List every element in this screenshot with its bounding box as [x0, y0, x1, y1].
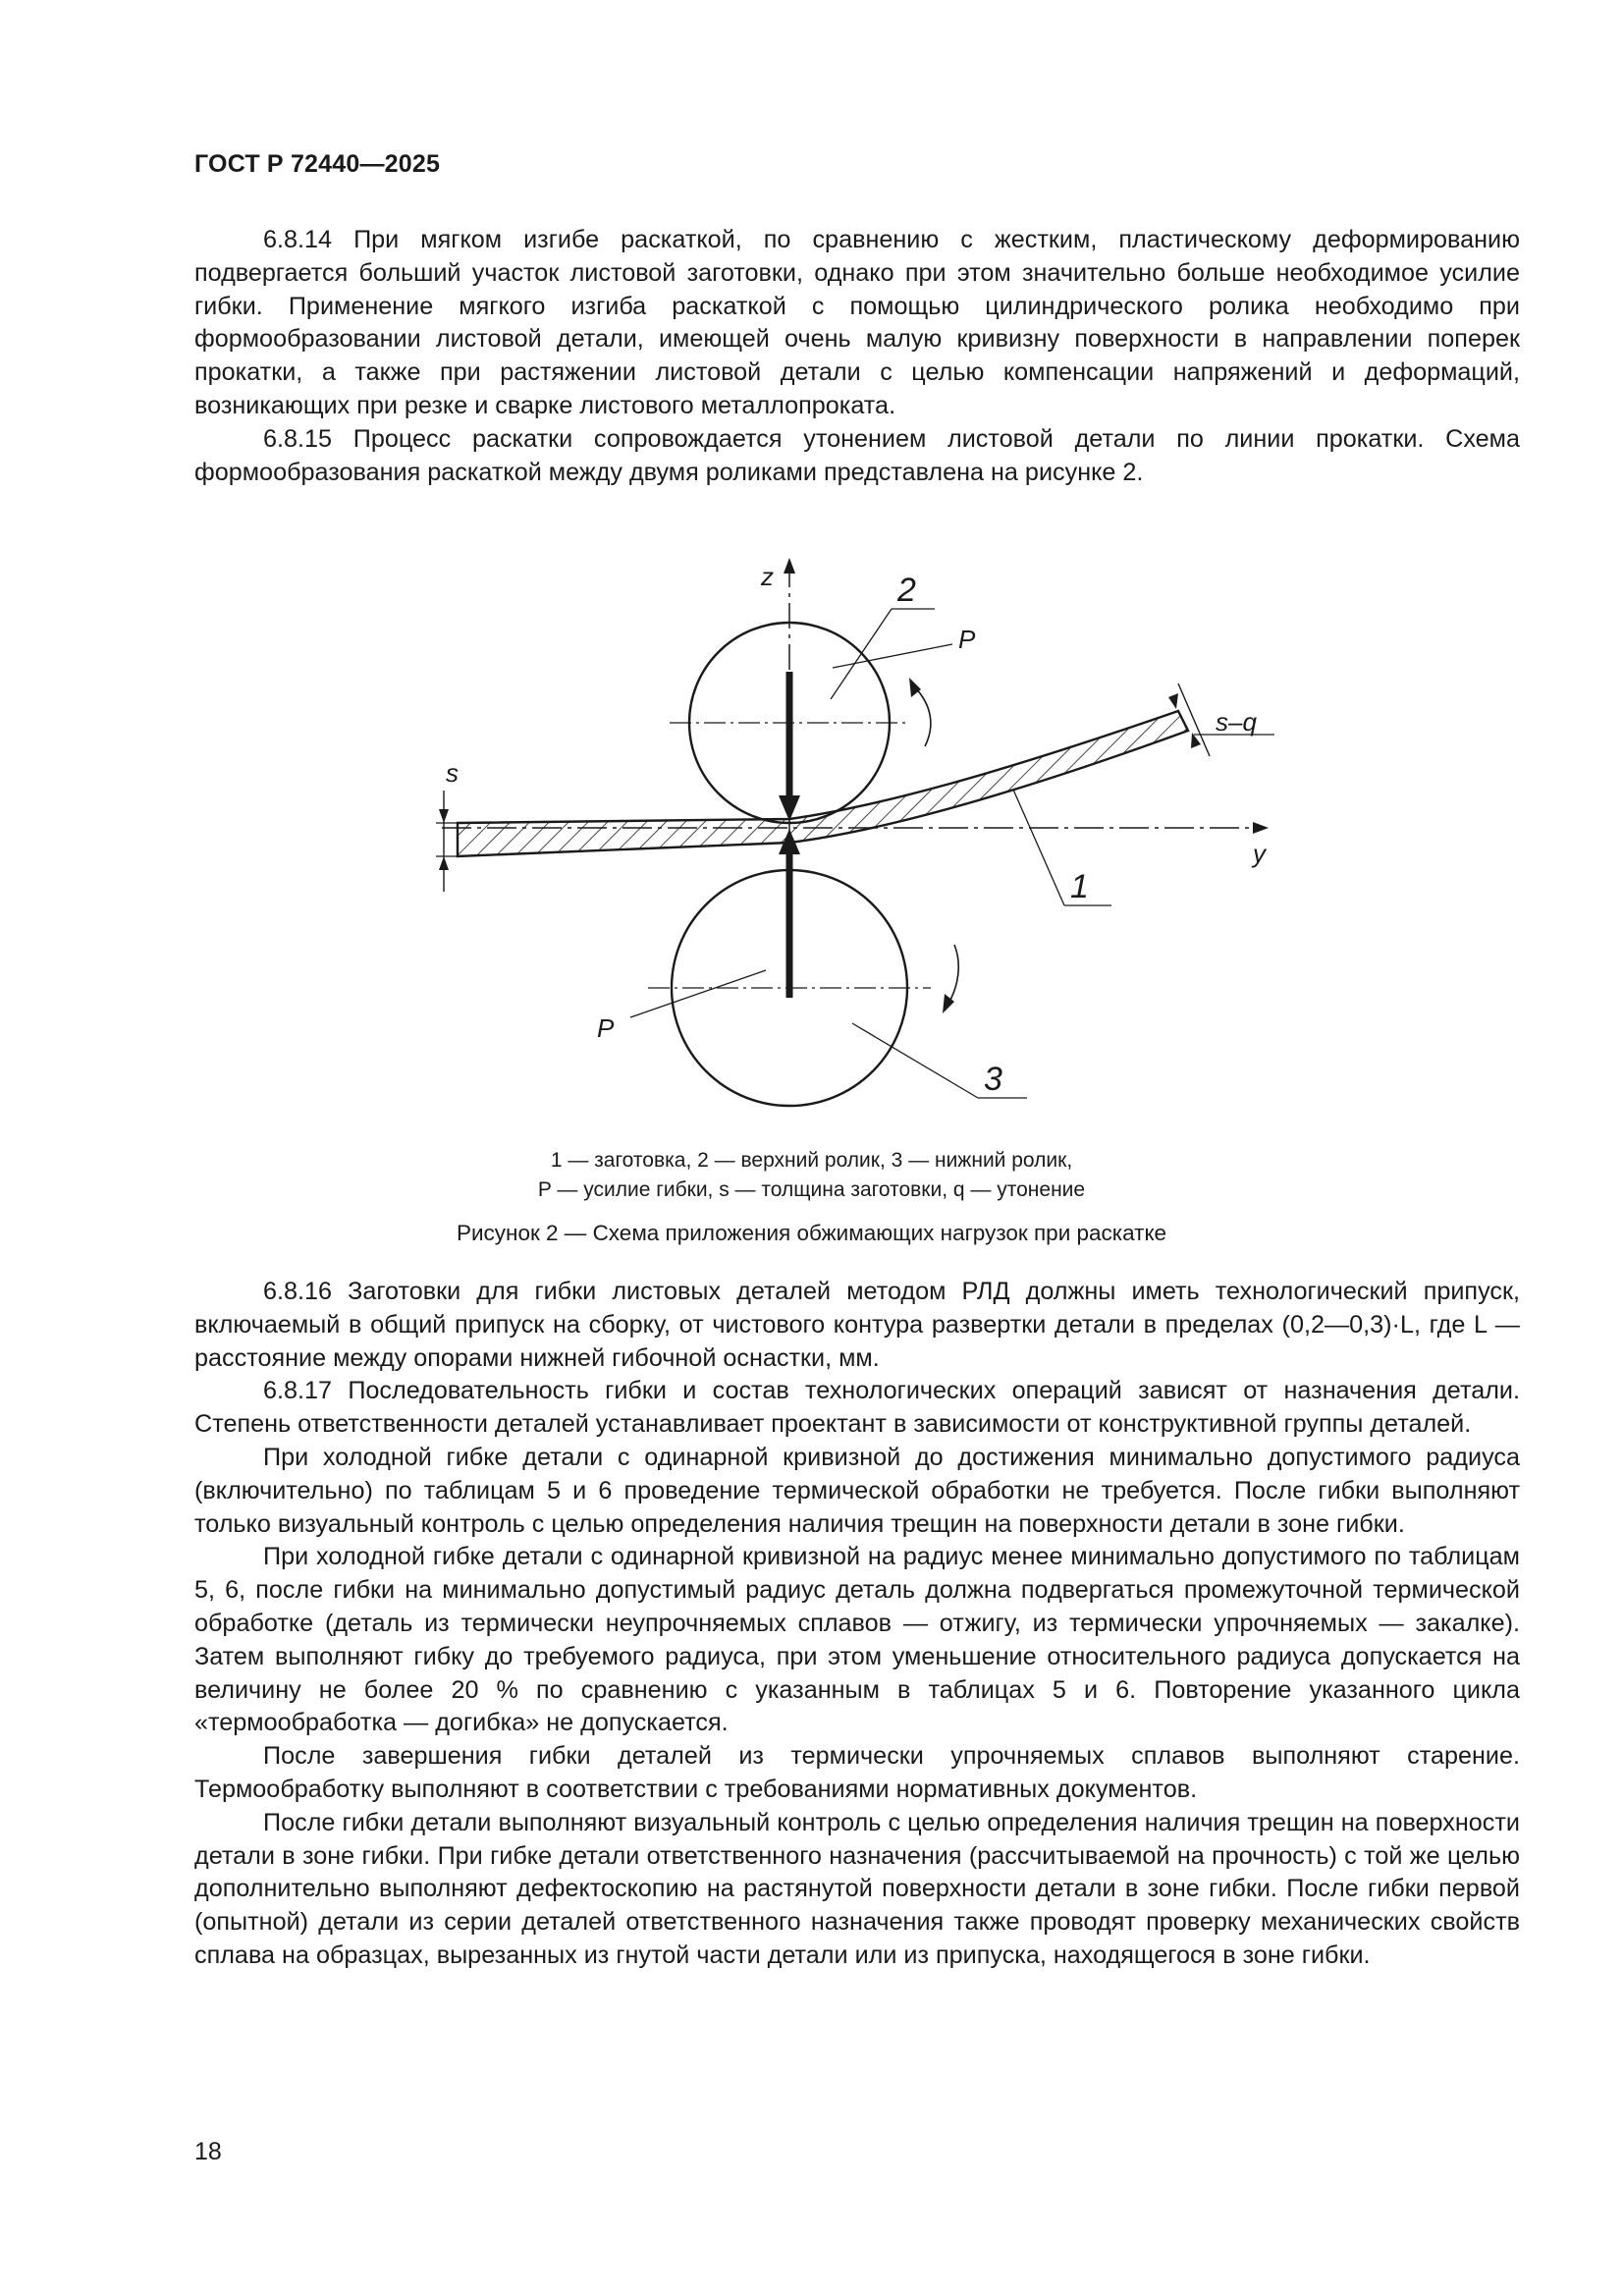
- lower-roller-leader: [852, 1023, 978, 1098]
- force-top-label: P: [958, 625, 976, 654]
- paragraph: При холодной гибке детали с одинарной кривизной на радиус менее минимально допустимого по таблицам 5, 6, после гибки на минимально допустимый радиус деталь должна подвергаться промежуточной термической обработке (деталь из термически неупрочняемых сплавов — отжигу, из термически упрочняемых — закалке). Затем выполняют гибку до требуемого радиуса, при этом уменьшение относительного радиуса допускается на величину не более 20 % по сравнению с указанным в таблицах 5 и 6. Повторение указанного цикла «термообработка — догибка» не допускается.: [194, 1543, 1520, 1737]
- force-top-leader: [833, 644, 952, 668]
- blank-leader: [1013, 790, 1064, 905]
- y-axis-label: y: [1253, 839, 1266, 868]
- paragraph: 6.8.14 При мягком изгибе раскаткой, по сравнению с жестким, пластическому деформированию подвергается больший участок листовой заготовки, однако при этом значительно больше необходимое усилие гибки. Применение мягкого изгиба раскаткой с помощью цилиндрического ролика необходимо при формообразовании листовой детали, имеющей очень малую кривизну поверхности в направлении поперек прокатки, а также при растяжении листовой детали с целью компенсации напряжений и деформаций, возникающих при резке и сварке листового металлопроката.: [194, 226, 1520, 419]
- page-number: 18: [194, 2138, 222, 2165]
- figure-caption: Рисунок 2 — Схема приложения обжимающих нагрузок при раскатке: [456, 1221, 1167, 1245]
- thickness-arrow-icon: [439, 856, 449, 870]
- paragraph: 6.8.16 Заготовки для гибки листовых деталей методом РЛД должны иметь технологический припуск, включаемый в общий припуск на сборку, от чистового контура развертки детали в пределах (0,2—0,3)·L, где L — расстояние между опорами нижней гибочной оснастки, мм.: [194, 1278, 1520, 1372]
- figure-legend-line1: 1 — заготовка, 2 — верхний ролик, 3 — нижний ролик,: [550, 1149, 1073, 1172]
- lower-rotation-arrow-icon: [948, 945, 958, 1004]
- blank-number: 1: [1070, 868, 1089, 905]
- y-axis-arrow-icon: [1253, 822, 1269, 834]
- paragraph: После гибки детали выполняют визуальный контроль с целью определения наличия трещин на поверхности детали в зоне гибки. При гибке детали ответственного назначения (рассчитываемой на прочность) с той же целью дополнительно выполняют дефектоскопию на растянутой поверхности детали в зоне гибки. После гибки первой (опытной) детали из серии деталей ответственного назначения также проводят проверку механических свойств сплава на образцах, вырезанных из гнутой части детали или из припуска, находящегося в зоне гибки.: [194, 1808, 1520, 1969]
- paragraph: После завершения гибки деталей из термически упрочняемых сплавов выполняют старение. Термообработку выполняют в соответствии с требованиями нормативных документов.: [194, 1742, 1520, 1803]
- z-axis-label: z: [761, 562, 774, 591]
- paragraph: 6.8.17 Последовательность гибки и состав технологических операций зависят от назначения детали. Степень ответственности деталей устанавливает проектант в зависимости от конструктивной группы деталей.: [194, 1377, 1520, 1439]
- upper-roller-number: 2: [897, 572, 916, 609]
- figure-legend-line2: P — усилие гибки, s — толщина заготовки, q — утонение: [537, 1178, 1086, 1201]
- page-header: ГОСТ Р 72440—2025: [194, 150, 441, 178]
- blank-workpiece: [458, 711, 1188, 856]
- body-text-bottom: [194, 1276, 1520, 1973]
- paragraph: При холодной гибке детали с одинарной кривизной до достижения минимально допустимого радиуса (включительно) по таблицам 5 и 6 проведение термической обработки не требуется. После гибки выполняют только визуальный контроль с целью определения наличия трещин на поверхности детали в зоне гибки.: [194, 1443, 1520, 1538]
- thickness-arrow-icon: [439, 809, 449, 823]
- upper-rotation-arrow-icon: [913, 685, 931, 746]
- lower-roller-number: 3: [984, 1061, 1002, 1098]
- force-bottom-leader: [630, 970, 766, 1017]
- thinned-label: s–q: [1216, 707, 1257, 737]
- thinned-arrow-icon: [1168, 693, 1178, 709]
- thickness-label: s: [446, 758, 459, 788]
- paragraph: 6.8.15 Процесс раскатки сопровождается утонением листовой детали по линии прокатки. Схема формообразования раскаткой между двумя роликами представлена на рисунке 2.: [194, 424, 1520, 486]
- force-bottom-label: P: [597, 1013, 615, 1043]
- body-text-top: [194, 224, 1520, 489]
- rolling-scheme-figure: [412, 550, 1296, 1110]
- z-axis-arrow-icon: [784, 558, 795, 574]
- upper-rotation-arrowhead-icon: [909, 678, 921, 697]
